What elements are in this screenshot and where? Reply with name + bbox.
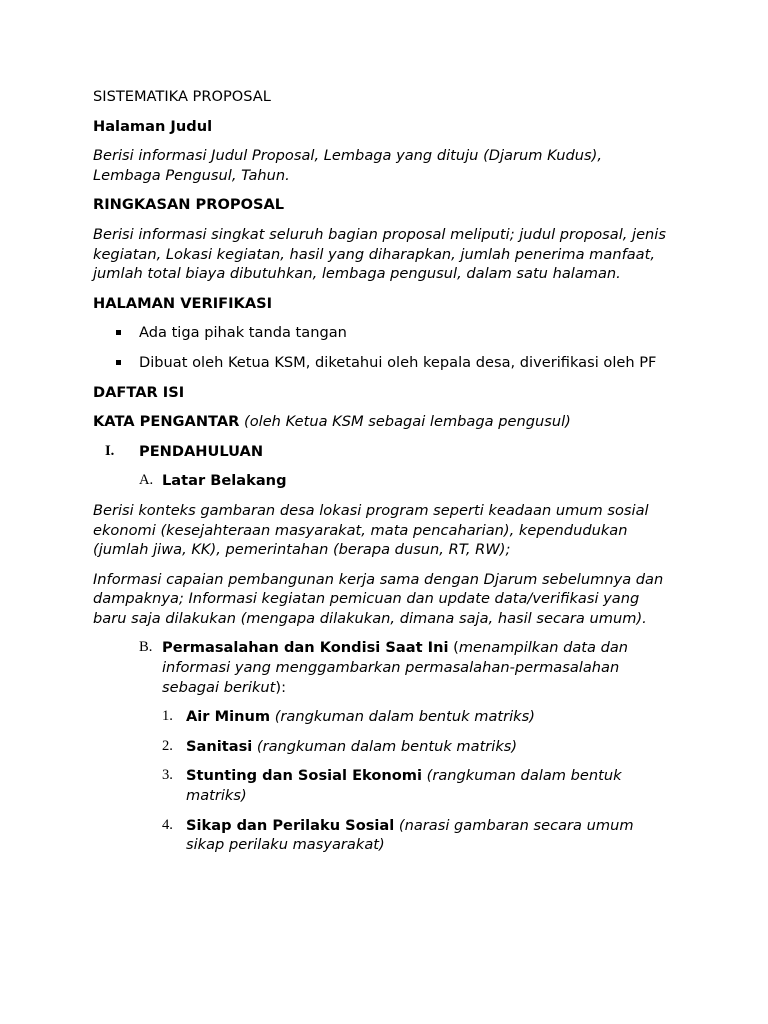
- item-title: Air Minum: [186, 708, 271, 726]
- halaman-judul-heading: Halaman Judul: [93, 117, 213, 135]
- item-marker: 3.: [162, 767, 173, 784]
- list-item: [93, 353, 673, 373]
- list-item: [93, 766, 673, 805]
- bullet-text: Ada tiga pihak tanda tangan: [139, 324, 347, 342]
- kata-pengantar-label: KATA PENGANTAR: [93, 413, 240, 431]
- list-item: [93, 323, 673, 343]
- kata-pengantar-note: (oleh Ketua KSM sebagai lembaga pengusul): [239, 413, 571, 431]
- item-marker: 4.: [162, 816, 173, 833]
- item-note: (narasi gambaran secara umum sikap perilaku masyarakat): [186, 816, 634, 854]
- subsection-note: menampilkan data dan informasi yang menggambarkan permasalahan-permasalahan sebagai berikut: [162, 639, 629, 696]
- item-marker: 1.: [162, 708, 173, 725]
- ringkasan-desc: Berisi informasi singkat seluruh bagian proposal meliputi; judul proposal, jenis kegiatan, Lokasi kegiatan, hasil yang diharapkan, jumlah penerima manfaat, jumlah total biaya dibutuhkan, lembaga pengusul, dalam satu halaman.: [93, 225, 666, 283]
- ringkasan-heading: RINGKASAN PROPOSAL: [93, 196, 285, 214]
- bullet-text: Dibuat oleh Ketua KSM, diketahui oleh kepala desa, diverifikasi oleh PF: [139, 353, 657, 371]
- square-bullet-icon: [116, 360, 121, 365]
- latar-belakang-paragraph-2: Informasi capaian pembangunan kerja sama dengan Djarum sebelumnya dan dampaknya; Informasi kegiatan pemicuan dan update data/verifikasi yang baru saja dilakukan (mengapa dilakukan, dimana saja, hasil secara umum).: [93, 570, 664, 627]
- subsection-title: Latar Belakang: [162, 472, 287, 490]
- verifikasi-list: [93, 323, 673, 372]
- subsection-marker: B.: [139, 639, 153, 656]
- halaman-judul-desc: Berisi informasi Judul Proposal, Lembaga yang dituju (Djarum Kudus), Lembaga Pengusul, Tahun.: [93, 147, 602, 184]
- item-note: (rangkuman dalam bentuk matriks): [270, 708, 535, 726]
- document-page: [93, 87, 673, 865]
- verifikasi-heading: HALAMAN VERIFIKASI: [93, 294, 273, 312]
- subsection-title: Permasalahan dan Kondisi Saat Ini: [162, 639, 449, 657]
- list-item: [93, 707, 673, 727]
- document-title: SISTEMATIKA PROPOSAL: [93, 88, 271, 105]
- paren-close: ):: [275, 678, 287, 696]
- paren-open: (: [448, 639, 459, 657]
- item-title: Stunting dan Sosial Ekonomi: [186, 767, 423, 785]
- subsection-latar-belakang: [93, 471, 673, 491]
- latar-belakang-paragraph-1: Berisi konteks gambaran desa lokasi program seperti keadaan umum sosial ekonomi (kesejahteraan masyarakat, mata pencaharian), kependudukan (jumlah jiwa, KK), pemerintahan (berapa dusun, RT, RW);: [93, 501, 649, 559]
- subsection-marker: A.: [139, 472, 154, 489]
- subsection-permasalahan: [93, 638, 673, 697]
- daftar-isi-heading: DAFTAR ISI: [93, 383, 185, 401]
- list-item: [93, 737, 673, 757]
- square-bullet-icon: [116, 330, 121, 335]
- list-item: [93, 816, 673, 855]
- item-note: (rangkuman dalam bentuk matriks): [186, 767, 622, 805]
- item-marker: 2.: [162, 737, 173, 754]
- item-note: (rangkuman dalam bentuk matriks): [252, 737, 518, 755]
- kata-pengantar-line: [93, 412, 673, 432]
- item-title: Sikap dan Perilaku Sosial: [186, 816, 395, 834]
- section-title: PENDAHULUAN: [139, 442, 264, 460]
- item-title: Sanitasi: [186, 737, 253, 755]
- section-pendahuluan: [93, 442, 673, 462]
- section-marker: I.: [105, 442, 115, 459]
